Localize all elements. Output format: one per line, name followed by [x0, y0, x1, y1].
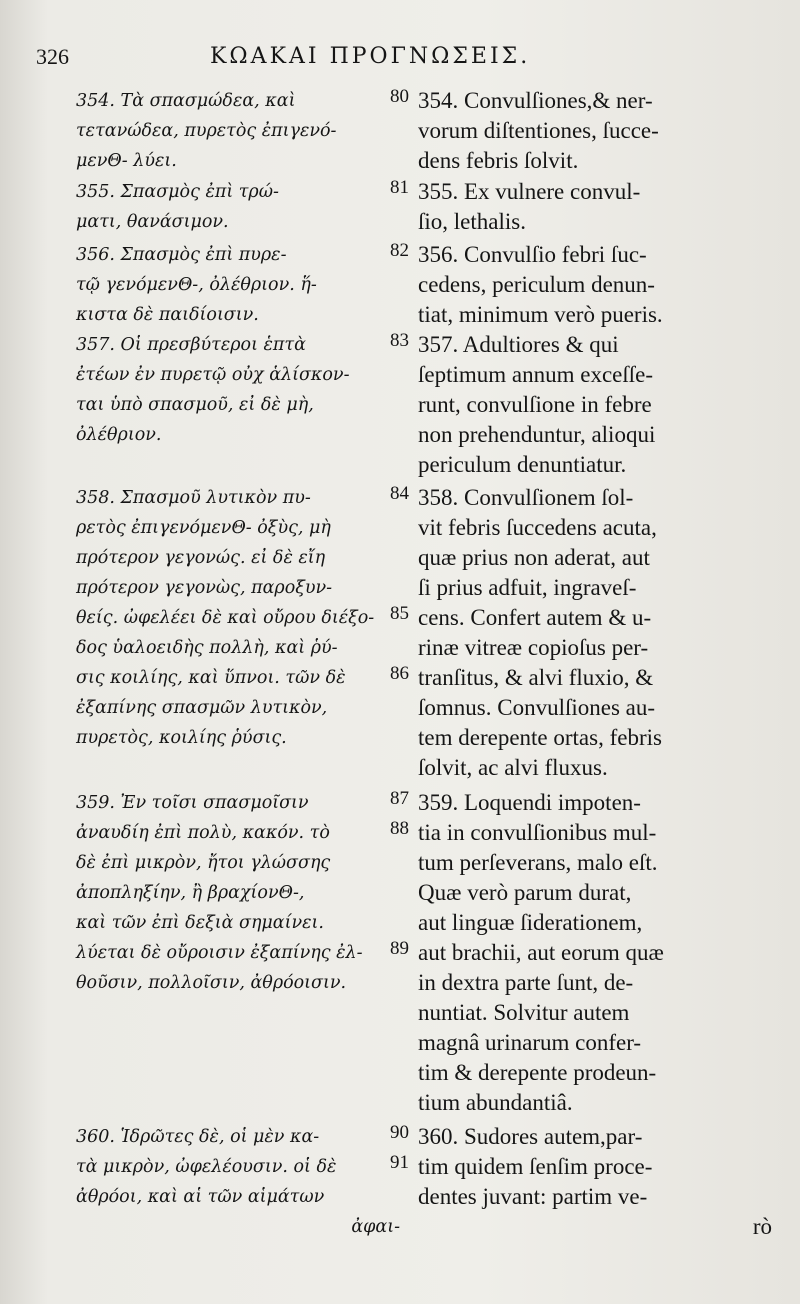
greek-line: κιστα δὲ παιδίοισιν.: [76, 305, 259, 325]
latin-line: ſolvit, ac alvi fluxus.: [418, 755, 608, 780]
greek-line: θοῦσιν, πολλοῖσιν, ἀθρόοισιν.: [76, 973, 347, 993]
latin-line: tranſitus, & alvi fluxio, &: [418, 665, 654, 690]
greek-line: 354. Τὰ σπασμώδεα, καὶ: [76, 91, 296, 111]
greek-line: τὰ μικρὸν, ὠφελέουσιν. οἱ δὲ: [76, 1157, 337, 1177]
latin-line: in dextra parte ſunt, de-: [418, 970, 634, 995]
latin-line: ſeptimum annum exceſſe-: [418, 362, 654, 387]
latin-line: non prehenduntur, alioqui: [418, 422, 656, 447]
greek-line: καὶ τῶν ἐπὶ δεξιὰ σημαίνει.: [76, 913, 324, 933]
latin-line: tiat, minimum verò pueris.: [418, 302, 663, 327]
latin-line: tem derepente ortas, febris: [418, 725, 662, 750]
latin-line: runt, convulſione in febre: [418, 392, 652, 417]
latin-line: nuntiat. Solvitur autem: [418, 1000, 630, 1025]
greek-line: πρότερον γεγονώς. εἰ δὲ εἴη: [76, 548, 326, 568]
latin-line: rinæ vitreæ copioſus per-: [418, 635, 649, 660]
margin-number: 81: [390, 177, 409, 198]
latin-line: vit febris ſuccedens acuta,: [418, 515, 657, 540]
latin-line: cedens, periculum denun-: [418, 272, 655, 297]
margin-number: 80: [390, 86, 409, 107]
latin-text: [418, 788, 788, 1118]
latin-line: tum perſeverans, malo eſt.: [418, 850, 658, 875]
latin-line: 360. Sudores autem,par-: [418, 1124, 643, 1149]
margin-number: 82: [390, 240, 409, 261]
greek-line: 358. Σπασμοῦ λυτικὸν πυ-: [76, 488, 311, 508]
greek-text: [76, 1122, 406, 1242]
greek-line: τετανώδεα, πυρετὸς ἐπιγενό-: [76, 121, 337, 141]
greek-line: ματι, θανάσιμον.: [76, 212, 229, 232]
latin-line: 356. Convulſio febri ſuc-: [418, 242, 647, 267]
greek-line: τῷ γενόμενΘ-, ὀλέθριον. ἥ-: [76, 275, 317, 295]
latin-line: tim & derepente prodeun-: [418, 1060, 657, 1085]
margin-number: 90: [390, 1122, 409, 1143]
margin-number: 86: [390, 663, 409, 684]
greek-text: [76, 240, 406, 330]
latin-line: dens febris ſolvit.: [418, 148, 579, 173]
margin-number: 85: [390, 603, 409, 624]
latin-line: tia in convulſionibus mul-: [418, 820, 657, 845]
margin-number: 84: [390, 483, 409, 504]
greek-text: [76, 330, 406, 450]
greek-text: [76, 177, 406, 237]
latin-line: 359. Loquendi impoten-: [418, 790, 641, 815]
latin-line: tium abundantiâ.: [418, 1090, 573, 1115]
greek-line: πυρετὸς, κοιλίης ῥύσις.: [76, 728, 287, 748]
greek-line: 360. Ἱδρῶτες δὲ, οἱ μὲν κα-: [76, 1127, 320, 1147]
latin-line: tim quidem ſenſim proce-: [418, 1154, 653, 1179]
latin-line: 357. Adultiores & qui: [418, 332, 619, 357]
greek-line: 359. Ἐν τοῖσι σπασμοῖσιν: [76, 793, 309, 813]
greek-line: ὀλέθριον.: [76, 425, 162, 445]
latin-line: quæ prius non aderat, aut: [418, 545, 650, 570]
latin-line: ſi prius adfuit, ingraveſ-: [418, 575, 637, 600]
greek-text: [76, 483, 406, 753]
margin-number: 91: [390, 1152, 409, 1173]
latin-text: [418, 86, 788, 176]
margin-number: 89: [390, 938, 409, 959]
latin-line: magnâ urinarum confer-: [418, 1030, 642, 1055]
greek-line: σις κοιλίης, καὶ ὕπνοι. τῶν δὲ: [76, 668, 346, 688]
latin-text: [418, 240, 788, 330]
latin-text: [418, 330, 788, 480]
latin-line: 358. Convulſionem ſol-: [418, 485, 634, 510]
greek-line: δὲ ἐπὶ μικρὸν, ἤτοι γλώσσης: [76, 853, 331, 873]
latin-text: [418, 1122, 788, 1242]
greek-line: ἀποπληξίην, ἢ βραχίονΘ-,: [76, 883, 305, 903]
greek-line: ται ὑπὸ σπασμοῦ, εἰ δὲ μὴ,: [76, 395, 314, 415]
latin-line: aut brachii, aut eorum quæ: [418, 940, 664, 965]
greek-line: δος ὑαλοειδὴς πολλὴ, καὶ ῥύ-: [76, 638, 338, 658]
greek-text: [76, 788, 406, 998]
greek-line: λύεται δὲ οὔροισιν ἐξαπίνης ἐλ-: [76, 943, 363, 963]
latin-line: Quæ verò parum durat,: [418, 880, 632, 905]
latin-line: dentes juvant: partim ve-: [418, 1184, 648, 1209]
margin-number: 83: [390, 330, 409, 351]
greek-line: ρετὸς ἐπιγενόμενΘ- ὀξὺς, μὴ: [76, 518, 331, 538]
latin-line: rò: [752, 1214, 772, 1239]
greek-line: ἀφαι-: [351, 1217, 400, 1237]
latin-text: [418, 483, 788, 783]
latin-line: 355. Ex vulnere convul-: [418, 179, 641, 204]
latin-line: cens. Confert autem & u-: [418, 605, 652, 630]
page-number: 326: [36, 44, 69, 69]
latin-line: 354. Convulſiones,& ner-: [418, 88, 653, 113]
greek-line: ἀθρόοι, καὶ αἱ τῶν αἱμάτων: [76, 1187, 325, 1207]
greek-line: πρότερον γεγονὼς, παροξυν-: [76, 578, 333, 598]
margin-number: 88: [390, 818, 409, 839]
greek-line: 356. Σπασμὸς ἐπὶ πυρε-: [76, 245, 287, 265]
greek-line: ἐξαπίνης σπασμῶν λυτικὸν,: [76, 698, 328, 718]
greek-line: μενΘ- λύει.: [76, 151, 177, 171]
greek-line: 357. Οἱ πρεσβύτεροι ἑπτὰ: [76, 335, 306, 355]
latin-line: ſio, lethalis.: [418, 209, 526, 234]
greek-line: ἐτέων ἐν πυρετῷ οὐχ ἁλίσκον-: [76, 365, 350, 385]
latin-line: periculum denuntiatur.: [418, 452, 627, 477]
running-title: ΚΩΑΚΑΙ ΠΡΟΓΝΩΣΕΙΣ.: [210, 44, 531, 69]
latin-line: vorum diſtentiones, ſucce-: [418, 118, 659, 143]
latin-line: ſomnus. Convulſiones au-: [418, 695, 656, 720]
greek-line: 355. Σπασμὸς ἐπὶ τρώ-: [76, 182, 279, 202]
margin-number: 87: [390, 788, 409, 809]
latin-line: aut linguæ ſiderationem,: [418, 910, 643, 935]
greek-text: [76, 86, 406, 176]
greek-line: ἀναυδίη ἐπὶ πολὺ, κακόν. τὸ: [76, 823, 330, 843]
latin-text: [418, 177, 788, 237]
greek-line: θείς. ὠφελέει δὲ καὶ οὔρου διέξο-: [76, 608, 375, 628]
